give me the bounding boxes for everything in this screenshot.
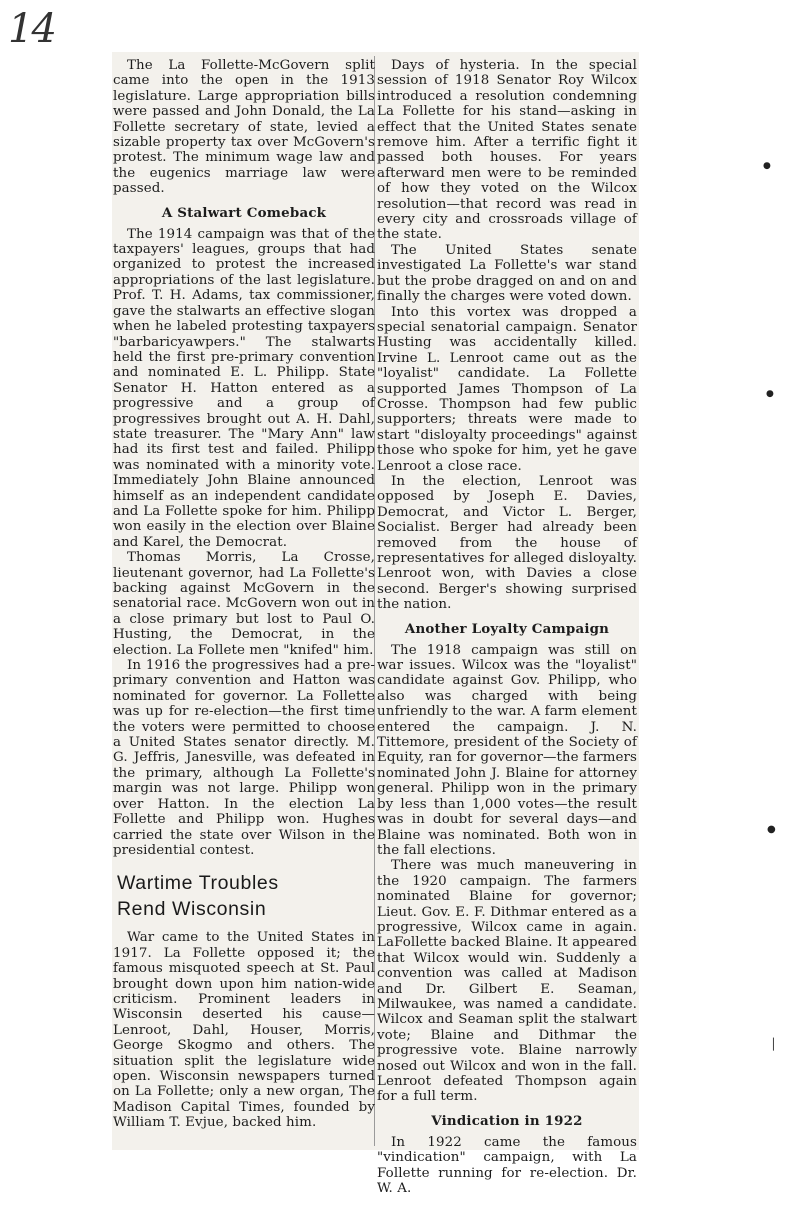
article-paragraph: Days of hysteria. In the special session of 1918 Senator Roy Wilcox introduced a resolution condemning La Follette for his stand—asking in effect that the United States senate remove him. After a terrific fight it passed both houses. For years afterward men were to be reminded of how they voted on the Wilcox resolution—that record was read in every city and crossroads village of the state. bbox=[377, 58, 637, 243]
subheading: Another Loyalty Campaign bbox=[404, 620, 610, 637]
article-paragraph: There was much maneuvering in the 1920 campaign. The farmers nominated Blaine for governor; Lieut. Gov. E. F. Dithmar entered as a progressive, Wilcox came in again. LaFollette backed Blaine. It appeared that Wilcox would win. Suddenly a convention was called at Madison and Dr. Gilbert E. Seaman, Milwaukee, was named a candidate. Wilcox and Seaman split the stalwart vote; Blaine and Dithmar the progressive vote. Blaine narrowly nosed out Wilcox and won in the fall. Lenroot defeated Thompson again for a full term. bbox=[377, 858, 637, 1105]
headline-line: Rend Wisconsin bbox=[117, 898, 267, 921]
article-paragraph: In 1916 the progressives had a pre-primary convention and Hatton was nominated for governor. La Follette was up for re-election—the first time the voters were permitted to choose a United States senator directly. M. G. Jeffris, Janesville, was defeated in the primary, although La Follette's margin was not large. Philipp won over Hatton. In the election La Follette and Philipp won. Hughes carried the state over Wilson in the presidential contest. bbox=[113, 658, 375, 858]
article-paragraph: The La Follette-McGovern split came into the open in the 1913 legislature. Large appropriation bills were passed and John Donald, the La Follette secretary of state, levied a sizable property tax over McGovern's protest. The minimum wage law and the eugenics marriage law were passed. bbox=[113, 58, 375, 197]
article-paragraph: In the election, Lenroot was opposed by Joseph E. Davies, Democrat, and Victor L. Berger, Socialist. Berger had already been removed from the house of representatives for alleged disloyalty. Lenroot won, with Davies a close second. Berger's showing surprised the nation. bbox=[377, 473, 637, 613]
article-paragraph: Thomas Morris, La Crosse, lieutenant governor, had La Follette's backing against McGovern in the senatorial race. McGovern won out in a close primary but lost to Paul O. Husting, the Democrat, in the election. La Follete men "knifed" him. bbox=[113, 550, 375, 658]
left-column bbox=[113, 58, 375, 1131]
page-number: 14 bbox=[8, 6, 55, 52]
scan-speck: ● bbox=[766, 389, 774, 399]
article-paragraph: Into this vortex was dropped a special senatorial campaign. Senator Husting was accidentally killed. Irvine L. Lenroot came out as the "loyalist" candidate. La Follette supported James Thompson of La Crosse. Thompson had few public supporters; threats were made to start "disloyalty proceedings" against those who spoke for him, yet he gave Lenroot a close race. bbox=[377, 304, 637, 474]
scan-speck: ● bbox=[767, 824, 776, 835]
article-paragraph: The 1918 campaign was still on war issues. Wilcox was the "loyalist" candidate against Gov. Philipp, who also was charged with being unfriendly to the war. A farm element entered the campaign. J. N. Tittemore, president of the Society of Equity, ran for governor—the farmers nominated John J. Blaine for attorney general. Philipp won in the primary by less than 1,000 votes—the result was in doubt for several days—and Blaine was nominated. Both won in the fall elections. bbox=[377, 642, 637, 858]
scan-speck: ● bbox=[763, 161, 771, 171]
right-column bbox=[377, 58, 637, 1196]
article-paragraph: War came to the United States in 1917. La Follette opposed it; the famous misquoted speech at St. Paul brought down upon him nation-wide criticism. Prominent leaders in Wisconsin deserted his cause—Lenroot, Dahl, Houser, Morris, George Skogmo and others. The situation split the legislature wide open. Wisconsin newspapers turned on La Follette; only a new organ, The Madison Capital Times, founded by William T. Evjue, backed him. bbox=[113, 930, 375, 1131]
headline bbox=[117, 870, 375, 922]
headline-line: Wartime Troubles bbox=[117, 872, 279, 895]
subheading: A Stalwart Comeback bbox=[161, 204, 327, 221]
scan-speck: │ bbox=[770, 1038, 777, 1051]
article-paragraph: The United States senate investigated La Follette's war stand but the probe dragged on and on and finally the charges were voted down. bbox=[377, 242, 637, 305]
subheading: Vindication in 1922 bbox=[431, 1112, 583, 1129]
article-paragraph: In 1922 came the famous "vindication" campaign, with La Follette running for re-election. Dr. W. A. bbox=[377, 1134, 637, 1197]
article-paragraph: The 1914 campaign was that of the taxpayers' leagues, groups that had organized to protest the increased appropriations of the last legislature. Prof. T. H. Adams, tax commissioner, gave the stalwarts an effective slogan when he labeled protesting taxpayers "barbaricyawpers." The stalwarts held the first pre-primary convention and nominated E. L. Philipp. State Senator H. Hatton entered as a progressive and a group of progressives brought out A. H. Dahl, state treasurer. The "Mary Ann" law had its first test and failed. Philipp was nominated with a minority vote. Immediately John Blaine announced himself as an independent candidate and La Follette spoke for him. Philipp won easily in the election over Blaine and Karel, the Democrat. bbox=[113, 226, 375, 550]
